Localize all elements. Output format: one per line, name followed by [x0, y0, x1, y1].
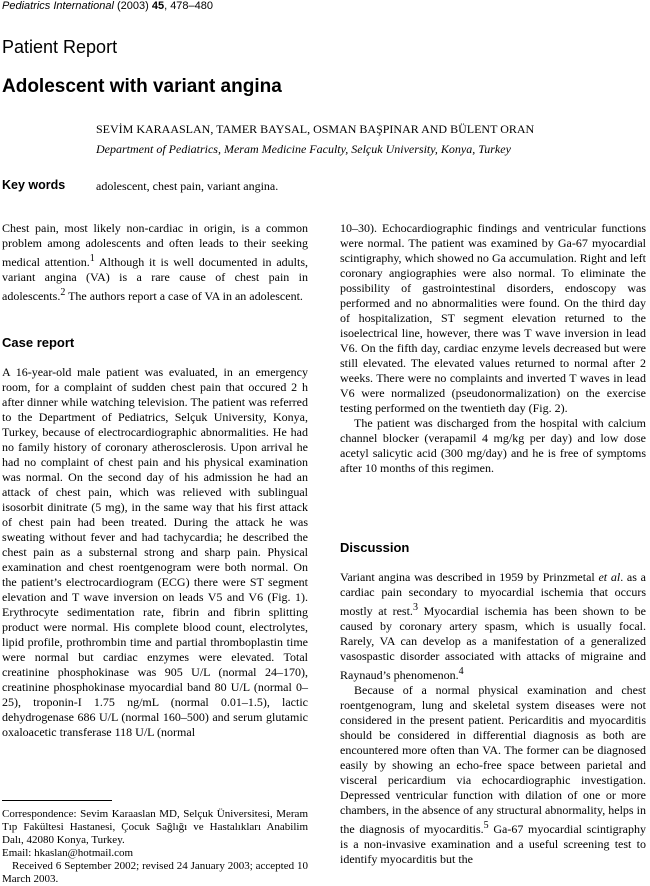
et-al: et al [598, 570, 621, 584]
author-list: SEVİM KARAASLAN, TAMER BAYSAL, OSMAN BAŞPINAR AND BÜLENT ORAN [96, 122, 535, 136]
intro-paragraph [2, 221, 308, 304]
ref-2: 2 [60, 287, 66, 298]
ref-1: 1 [89, 253, 95, 264]
journal-pages: , 478–480 [164, 0, 214, 12]
case-report-continuation: 10–30). Echocardiographic findings and ventricular functions were normal. The patient was examined by Ga-67 myocardial scintigraphy, which showed no Ga accumulation. Right and left coronary angiographies were also normal. To eliminate the possibility of gastrointestinal disorders, endoscopy was performed and no abnormalities were found. On the third day of hospitalization, ST segment elevation returned to the isoelectrical line, however, there was T wave inversion in lead V6. On the fifth day, cardiac enzyme levels decreased but were still elevated. The elevated values returned to normal after 2 weeks. There were no complaints and inverted T waves in lead V6 were normalized (pseudonormalization) on the exercise testing performed on the twentieth day (Fig. 2). [340, 221, 646, 415]
discharge-paragraph: The patient was discharged from the hospital with calcium channel blocker (verapamil 4 mg/kg per day) and low dose acetyl salicytic acid (300 mg/day) and he is free of symptoms after 10 months of this regimen. [340, 416, 646, 475]
discussion-heading: Discussion [340, 540, 410, 555]
ref-5: 5 [483, 820, 489, 831]
discussion-p2-a: Because of a normal physical examination and chest roentgenogram, lung and skeletal system diseases were not considered in the present patient. Pericarditis and myocarditis should be considered in differential diagnosis as both are encountered more often than VA. The former can be diagnosed easily by showing an echo-free space between parietal and visceral pericardium via echocardiographic investigation. Depressed ventricular function with dilation of one or more chambers, in the absence of any structural abnormality, helps in the diagnosis of myocarditis. [340, 683, 646, 836]
correspondence-address: Correspondence: Sevim Karaaslan MD, Selçuk Üniversitesi, Meram Tıp Fakültesi Hastanesi, Çocuk Sağlığı ve Hastalıkları Anabilim Dalı, 42080 Konya, Turkey. [2, 808, 308, 846]
intro-text-3: The authors report a case of VA in an adolescent. [65, 289, 303, 303]
journal-citation [2, 0, 213, 12]
ref-4: 4 [458, 666, 464, 677]
footnote-divider [2, 800, 112, 801]
case-report-body-left [2, 365, 308, 740]
article-title: Adolescent with variant angina [2, 76, 282, 97]
intro-text-2: Although it is well documented in adults, variant angina (VA) is a rare cause of chest pain in adolescents. [2, 255, 308, 303]
discussion-p1-a: Variant angina was described in 1959 by Prinzmetal [340, 570, 599, 584]
journal-name: Pediatrics International [2, 0, 114, 12]
discussion-paragraph-1 [340, 570, 646, 683]
case-report-body-right [340, 221, 646, 476]
discussion-paragraph-2 [340, 683, 646, 867]
discussion-p2-b: Ga-67 myocardial scintigraphy is a non-invasive examination and a useful screening test to identify myocarditis but the [340, 822, 646, 866]
keywords-text: adolescent, chest pain, variant angina. [96, 179, 279, 193]
discussion-body [340, 570, 646, 867]
journal-volume: 45 [151, 0, 165, 12]
intro-text-1: Chest pain, most likely non-cardiac in origin, is a common problem among adolescents and often leads to their seeking medical attention. [2, 221, 308, 269]
author-affiliation: Department of Pediatrics, Meram Medicine Faculty, Selçuk University, Konya, Turkey [96, 142, 511, 156]
correspondence-footnote [2, 808, 308, 886]
correspondence-email: Email: hkaslan@hotmail.com [2, 847, 134, 859]
keywords-label: Key words [2, 178, 66, 192]
discussion-p1-b: . as a cardiac pain secondary to myocardial ischemia that occurs mostly at rest. [340, 570, 646, 618]
manuscript-dates: Received 6 September 2002; revised 24 January 2003; accepted 10 March 2003. [2, 860, 308, 885]
case-report-heading: Case report [2, 335, 75, 350]
discussion-p1-c: Myocardial ischemia has been shown to be caused by coronary artery spasm, which is usually focal. Rarely, VA can develop as a manifestation of a generalized vasospastic disorder associated with attacks of migraine and Raynaud’s phenomenon. [340, 604, 646, 682]
case-report-paragraph: A 16-year-old male patient was evaluated, in an emergency room, for a complaint of sudden chest pain that occured 2 h after dinner while watching television. The patient was referred to the Department of Pediatrics, Selçuk University, Konya, Turkey, because of electrocardiographic abnormalities. He had no family history of coronary atherosclerosis. Upon arrival he had no complaint of chest pain and his physical examination was normal. On the second day of his admission he had an attack of chest pain, which was relieved with sublingual isosorbit dinitrate (5 mg), in the same way that his first attack of chest pain had been treated. During the attack he was sweating without fever and had tachycardia; he described the chest pain as a substernal strong and sharp pain. Physical examination and chest roentgenogram were both normal. On the patient’s electrocardiogram (ECG) there were ST segment elevation and T wave inversion on leads V5 and V6 (Fig. 1). Erythrocyte sedimentation rate, fibrin and fibrin splitting product were normal. His complete blood count, electrolytes, lipid profile, prothrombin time and partial thromboplastin time were normal but cardiac enzymes were elevated. Total creatinine phosphokinase was 905 U/L (normal 24–170), creatinine phosphokinase myocardial band 80 U/L (normal 0–25), troponin-I 1.75 ng/mL (normal 0.01–1.5), lactic dehydrogenase 686 U/L (normal 160–500) and serum glutamic oxaloacetic transferase 118 U/L (normal [2, 365, 308, 739]
ref-3: 3 [412, 602, 418, 613]
article-type: Patient Report [2, 37, 118, 57]
journal-year: (2003) [116, 0, 149, 12]
